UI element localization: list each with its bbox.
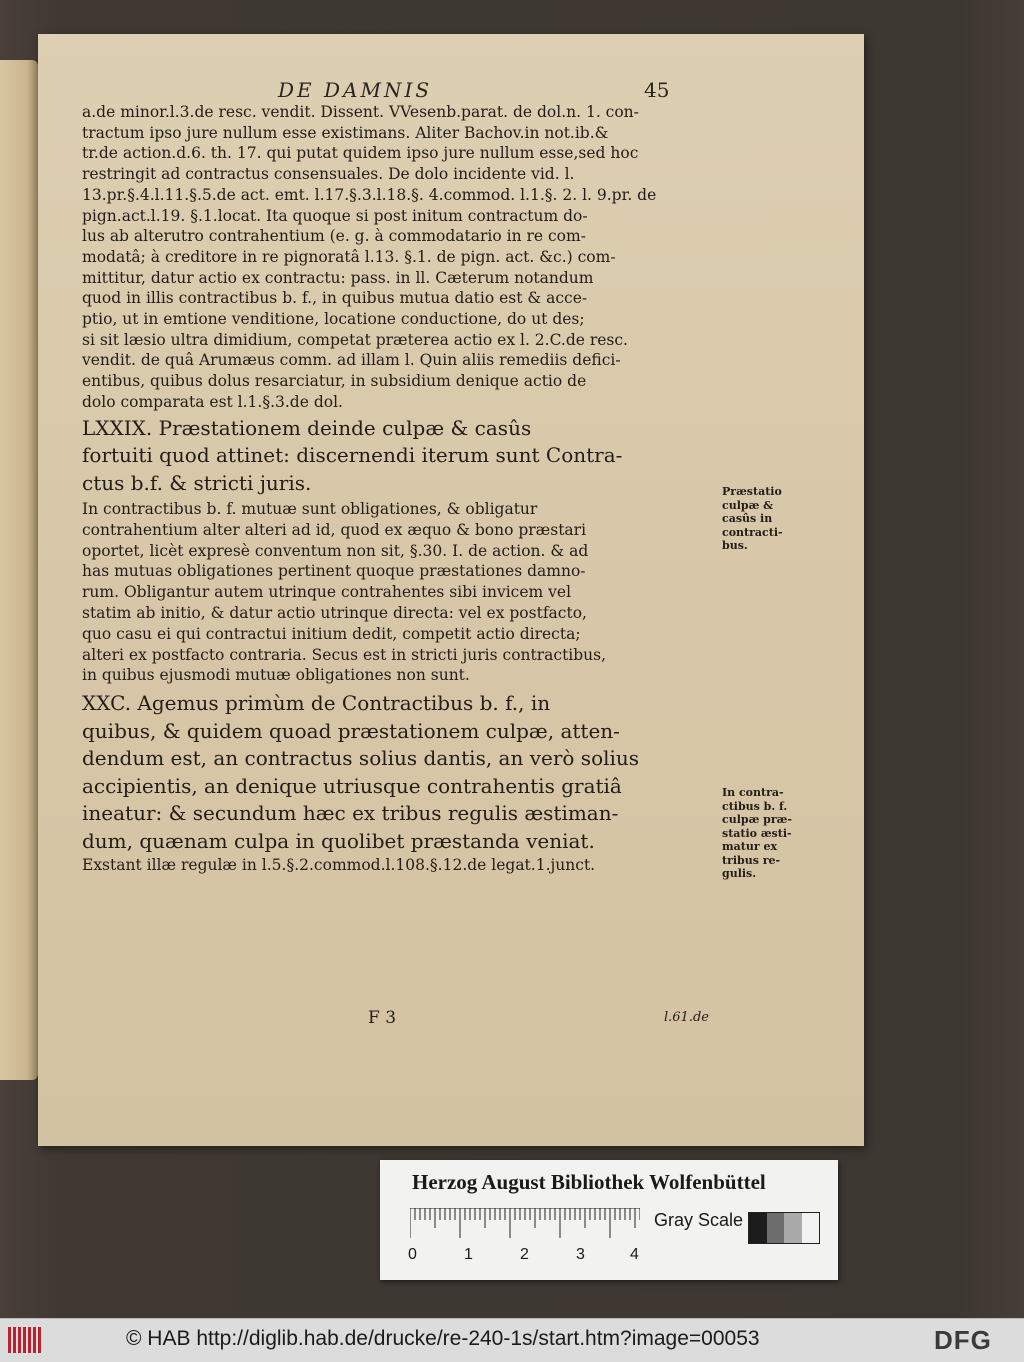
ruler-number: 2 — [520, 1246, 529, 1263]
text-line: dolo comparata est l.1.§.3.de dol. — [82, 392, 343, 411]
text-line: rum. Obligantur autem utrinque contrahentes sibi invicem vel — [82, 583, 572, 602]
library-name: Herzog August Bibliothek Wolfenbüttel — [412, 1170, 766, 1194]
margin-line: ctibus b. f. — [722, 799, 788, 813]
margin-line: matur ex — [722, 840, 778, 853]
text-column — [82, 102, 700, 876]
text-line: quod in illis contractibus b. f., in quibus mutua datio est & acce- — [82, 289, 588, 308]
scale-target-card — [380, 1160, 838, 1280]
margin-line: casûs in — [722, 512, 773, 525]
section-line: accipientis, an denique utriusque contrahentis gratiâ — [82, 773, 622, 798]
text-line: Exstant illæ regulæ in l.5.§.2.commod.l.108.§.12.de legat.1.junct. — [82, 856, 596, 875]
margin-line: bus. — [722, 539, 748, 552]
text-line: lus ab alterutro contrahentium (e. g. à commodatario in re com- — [82, 227, 586, 246]
text-line: mittitur, datur actio ex contractu: pass. in ll. Cæterum notandum — [82, 268, 594, 287]
text-line: contrahentium alter alteri ad id, quod ex æquo & bono præstari — [82, 520, 587, 539]
ruler-number: 0 — [408, 1246, 417, 1263]
margin-line: culpæ & — [722, 498, 774, 512]
text-line: restringit ad contractus consensuales. De dolo incidente vid. l. — [82, 165, 575, 184]
section-line: fortuiti quod attinet: discernendi iterum sunt Contra- — [82, 443, 623, 468]
section-line: dendum est, an contractus solius dantis, an verò solius — [82, 746, 640, 771]
text-line: alteri ex postfacto contraria. Secus est in stricti juris contractibus, — [82, 645, 607, 664]
section-line: ctus b.f. & stricti juris. — [82, 470, 312, 495]
section-line: XXC. Agemus primùm de Contractibus b. f., in — [82, 691, 551, 716]
margin-line: Præstatio — [722, 485, 782, 498]
gray-scale-swatches — [748, 1212, 820, 1244]
copyright-link[interactable]: © HAB http://diglib.hab.de/drucke/re-240-1s/start.htm?image=00053 — [126, 1327, 760, 1350]
gray-swatch — [802, 1213, 820, 1243]
text-line: 13.pr.§.4.l.11.§.5.de act. emt. l.17.§.3.l.18.§. 4.commod. l.1.§. 2. l. 9.pr. de — [82, 185, 657, 204]
margin-note-in-contractibus — [722, 786, 802, 881]
section-line: ineatur: & secundum hæc ex tribus regulis æstiman- — [82, 801, 619, 826]
text-line: modatâ; à creditore in re pignoratâ l.13. §.1. de pign. act. &c.) com- — [82, 247, 616, 266]
ruler-number: 3 — [576, 1246, 585, 1263]
ruler-number: 1 — [464, 1246, 473, 1263]
viewer-footer — [0, 1318, 1024, 1362]
margin-line: In contra- — [722, 786, 784, 799]
text-line: in quibus ejusmodi mutuæ obligationes non sunt. — [82, 666, 470, 685]
page-number: 45 — [644, 78, 670, 102]
paragraph-3 — [82, 855, 700, 876]
margin-line: tribus re- — [722, 853, 781, 867]
ruler-number: 4 — [630, 1246, 639, 1263]
signature-mark: F 3 — [368, 1008, 397, 1028]
text-line: entibus, quibus dolus resarciatur, in subsidium denique actio de — [82, 372, 587, 391]
running-head: DE DAMNIS — [278, 78, 433, 102]
dfg-logo[interactable]: DFG — [934, 1325, 992, 1355]
section-line: quibus, & quidem quoad præstationem culpæ, atten- — [82, 718, 620, 743]
text-line: tractum ipso jure nullum esse existimans. Aliter Bachov.in not.ib.& — [82, 123, 609, 142]
section-line: dum, quænam culpa in quolibet præstanda veniat. — [82, 828, 595, 853]
text-line: vendit. de quâ Arumæus comm. ad illam l. Quin aliis remediis defici- — [82, 351, 621, 370]
gray-scale-label: Gray Scale — [654, 1210, 744, 1230]
text-line: has mutuas obligationes pertinent quoque præstationes damno- — [82, 562, 586, 581]
paragraph-2 — [82, 499, 700, 686]
text-line: tr.de action.d.6. th. 17. qui putat quidem ipso jure nullum esse,sed hoc — [82, 144, 639, 163]
margin-line: statio æsti- — [722, 826, 792, 840]
paragraph-1 — [82, 102, 700, 413]
margin-line: culpæ præ- — [722, 813, 792, 826]
margin-note-praestatio — [722, 485, 802, 553]
catchword: l.61.de — [664, 1010, 709, 1025]
text-line: In contractibus b. f. mutuæ sunt obligationes, & obligatur — [82, 500, 538, 519]
book-page — [38, 34, 864, 1146]
facing-page-edge — [0, 60, 38, 1080]
section-line: LXXIX. Præstationem deinde culpæ & casûs — [82, 415, 532, 440]
ruler-icon — [410, 1208, 640, 1240]
hab-logo-icon[interactable] — [8, 1327, 44, 1353]
gray-swatch — [784, 1213, 802, 1243]
margin-line: contracti- — [722, 525, 783, 539]
section-80 — [82, 690, 700, 855]
text-line: statim ab initio, & datur actio utrinque directa: vel ex postfacto, — [82, 604, 587, 623]
text-line: ptio, ut in emtione venditione, locatione conductione, do ut des; — [82, 310, 585, 329]
text-line: quo casu ei qui contractui initium dedit, competit actio directa; — [82, 624, 581, 643]
text-line: si sit læsio ultra dimidium, competat præterea actio ex l. 2.C.de resc. — [82, 330, 628, 349]
gray-swatch — [767, 1213, 785, 1243]
text-line: oportet, licèt expresè conventum non sit, §.30. I. de action. & ad — [82, 541, 589, 560]
gray-swatch — [749, 1213, 767, 1243]
section-79 — [82, 415, 700, 498]
text-line: pign.act.l.19. §.1.locat. Ita quoque si post initum contractum do- — [82, 206, 588, 225]
text-line: a.de minor.l.3.de resc. vendit. Dissent. VVesenb.parat. de dol.n. 1. con- — [82, 103, 639, 121]
margin-line: gulis. — [722, 867, 757, 880]
